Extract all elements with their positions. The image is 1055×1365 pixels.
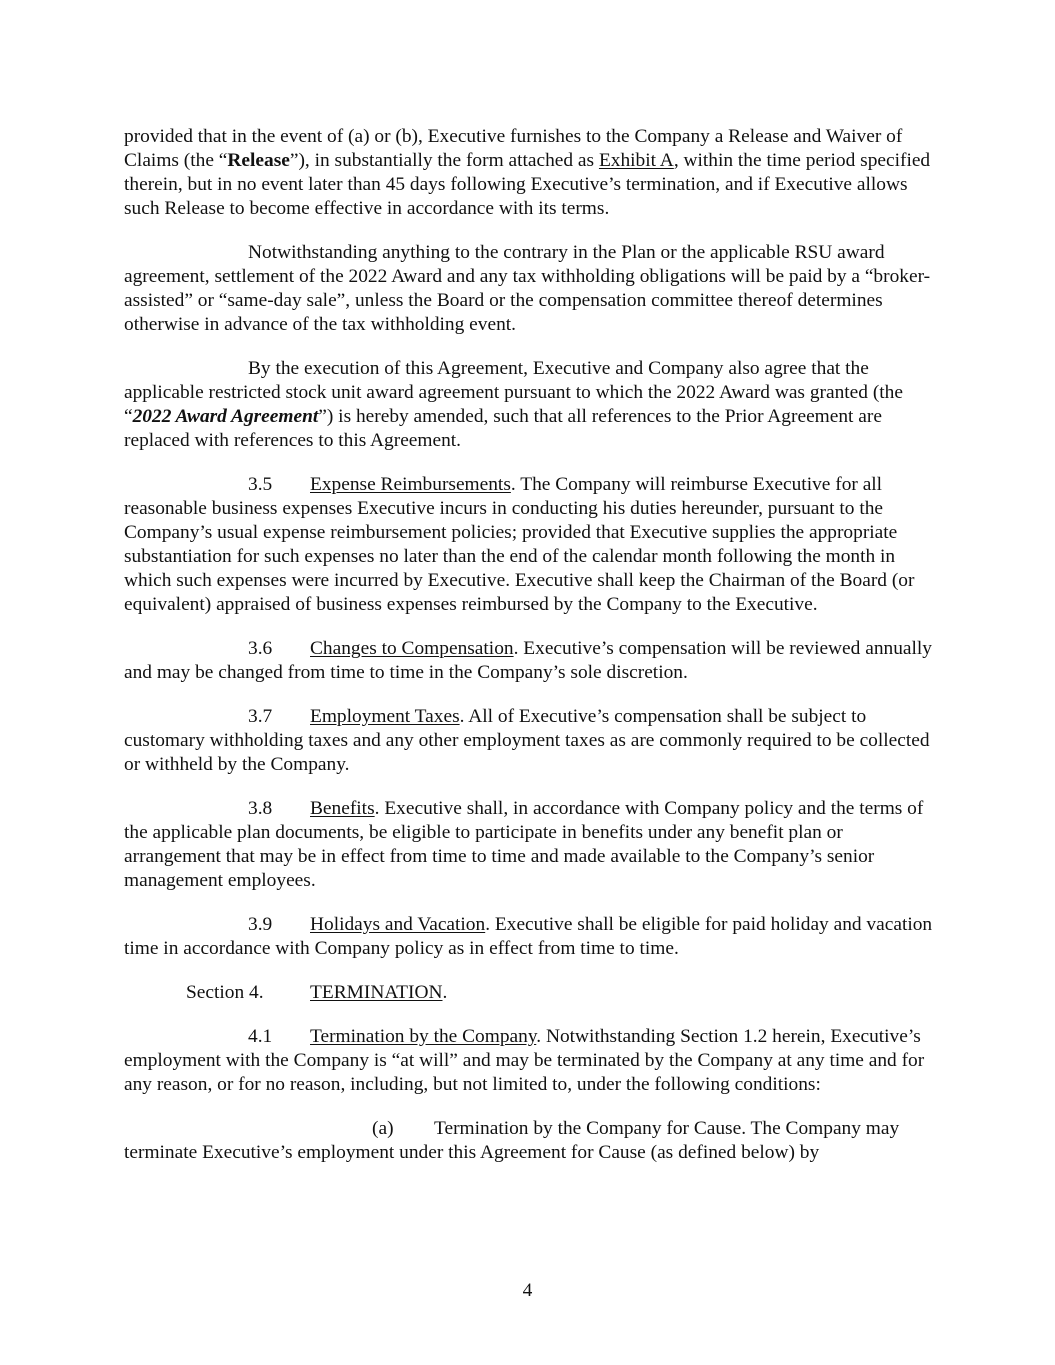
section-heading: Benefits: [310, 798, 375, 819]
subsection-text: Termination by the Company for Cause. The Company may terminate Executive’s employment under this Agreement for Cause (as defined below) by: [124, 1118, 900, 1163]
defined-term-award-agreement: 2022 Award Agreement: [132, 406, 319, 427]
section-3-6: [124, 637, 936, 685]
page-number: 4: [522, 1280, 533, 1301]
section-heading: Termination by the Company: [310, 1026, 537, 1047]
section-text: . The Company will reimburse Executive for all reasonable business expenses Executive incurs in conducting his duties hereunder, pursuant to the Company’s usual expense reimbursement policies; provided that Executive supplies the appropriate substantiation for such expenses no later than the end of the calendar month following the month in which such expenses were incurred by Executive. Executive shall keep the Chairman of the Board (or equivalent) appraised of business expenses reimbursed by the Company to the Executive.: [124, 474, 915, 615]
section-4-1-a: [124, 1117, 936, 1165]
paragraph-release: [124, 125, 936, 221]
section-text: . Notwithstanding Section 1.2 herein, Executive’s employment with the Company is “at will” and may be terminated by the Company at any time and for any reason, or for no reason, including, but not limited to, under the following conditions:: [124, 1026, 925, 1095]
section-text: . Executive’s compensation will be reviewed annually and may be changed from time to time in the Company’s sole discretion.: [124, 638, 932, 683]
section-3-5: [124, 473, 936, 617]
section-number: 4.1: [248, 1026, 273, 1047]
section-title-period: .: [442, 982, 448, 1003]
section-title: TERMINATION: [310, 982, 443, 1003]
section-number: 3.7: [248, 706, 273, 727]
section-label: Section 4.: [186, 982, 264, 1003]
text: , within the time period specified therein, but in no event later than 45 days following Executive’s termination, and if Executive allows such Release to become effective in accordance with its terms.: [124, 150, 931, 219]
document-page: [124, 125, 936, 1185]
section-number: 3.5: [248, 474, 273, 495]
section-number: 3.9: [248, 914, 273, 935]
section-text: . Executive shall, in accordance with Company policy and the terms of the applicable plan documents, be eligible to participate in benefits under any benefit plan or arrangement that may be in effect from time to time and made available to the Company’s senior management employees.: [124, 798, 924, 891]
text: By the execution of this Agreement, Executive and Company also agree that the applicable restricted stock unit award agreement pursuant to which the 2022 Award was granted (the “: [124, 358, 903, 427]
exhibit-a-reference: Exhibit A: [598, 150, 674, 171]
section-4-1: [124, 1025, 936, 1097]
section-3-7: [124, 705, 936, 777]
defined-term-release: Release: [227, 150, 290, 171]
text: provided that in the event of (a) or (b), Executive furnishes to the Company a Release and Waiver of Claims (the “: [124, 126, 903, 171]
section-heading: Changes to Compensation: [310, 638, 514, 659]
section-number: 3.6: [248, 638, 273, 659]
subsection-number: (a): [372, 1118, 394, 1139]
section-heading: Employment Taxes: [310, 706, 460, 727]
paragraph-award-agreement: [124, 357, 936, 453]
section-4-heading: [124, 981, 936, 1005]
section-heading: Holidays and Vacation: [310, 914, 486, 935]
text: Notwithstanding anything to the contrary in the Plan or the applicable RSU award agreement, settlement of the 2022 Award and any tax withholding obligations will be paid by a “broker-assisted” or “same-day sale”, unless the Board or the compensation committee thereof determines otherwise in advance of the tax withholding event.: [124, 242, 931, 335]
paragraph-settlement: [124, 241, 936, 337]
section-3-9: [124, 913, 936, 961]
text: ”) is hereby amended, such that all references to the Prior Agreement are replaced with references to this Agreement.: [124, 406, 882, 451]
text: ”), in substantially the form attached as: [289, 150, 599, 171]
section-text: . Executive shall be eligible for paid holiday and vacation time in accordance with Company policy as in effect from time to time.: [124, 914, 933, 959]
section-number: 3.8: [248, 798, 273, 819]
section-3-8: [124, 797, 936, 893]
section-heading: Expense Reimbursements: [310, 474, 511, 495]
section-text: . All of Executive’s compensation shall be subject to customary withholding taxes and any other employment taxes as are commonly required to be collected or withheld by the Company.: [124, 706, 930, 775]
